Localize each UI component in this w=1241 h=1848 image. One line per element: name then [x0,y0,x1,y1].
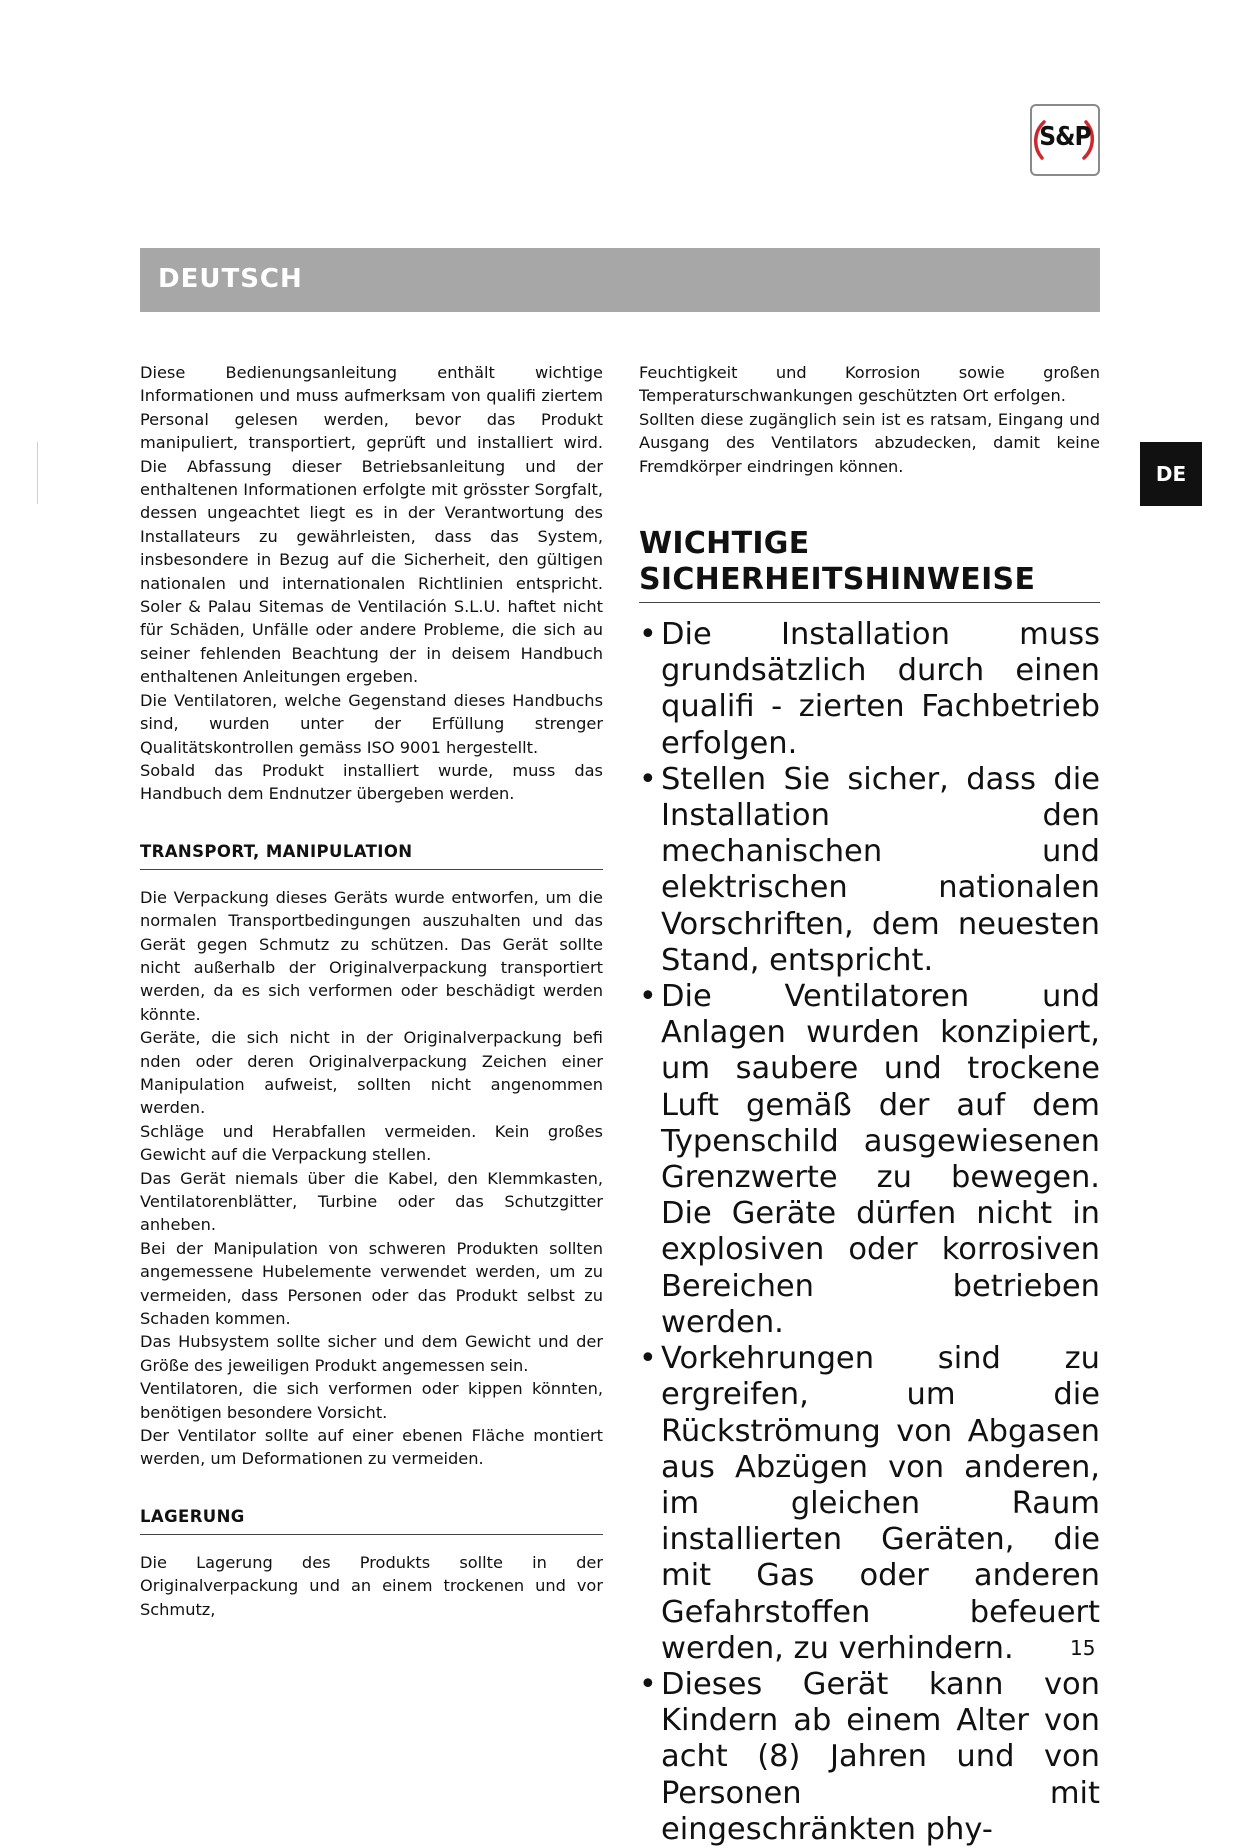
safety-item-text: Die Ventilatoren und Anlagen wurden konzipiert, um saubere und trockene Luft gemäß der auf dem Typenschild ausgewiesenen Grenzwerte zu bewegen. Die Geräte dürfen nicht in explosiven oder korrosiven Bereichen betrieben werden. [661,979,1100,1340]
language-banner-label: DEUTSCH [158,264,303,294]
margin-mark [37,442,38,504]
transport-paragraph: Bei der Manipulation von schweren Produkten sollten angemessene Hubelemente verwendet werden, um zu vermeiden, dass Personen oder das Produkt selbst zu Schaden kommen. [140,1238,603,1329]
safety-item-text: Vorkehrungen sind zu ergreifen, um die Rückströmung von Abgasen aus Abzügen von anderen, im gleichen Raum installierten Geräten, die mit Gas oder anderen Gefahrstoffen befeuert werden, zu verhindern. [661,1341,1100,1666]
storage-continued-paragraph: Sollten diese zugänglich sein ist es ratsam, Eingang und Ausgang des Ventilators abzudecken, damit keine Fremdkörper eindringen können. [639,409,1100,476]
page-number: 15 [1070,1636,1096,1660]
intro-paragraph: Die Ventilatoren, welche Gegenstand dieses Handbuchs sind, wurden unter der Erfüllung strenger Qualitätskontrollen gemäss ISO 9001 hergestellt. [140,690,603,757]
logo-text: S&P [1039,122,1091,152]
safety-item [639,762,1100,979]
storage-paragraph: Die Lagerung des Produkts sollte in der Originalverpackung und an einem trockenen und vor Schmutz, [140,1552,603,1619]
transport-paragraph: Schläge und Herabfallen vermeiden. Kein großes Gewicht auf die Verpackung stellen. [140,1121,603,1165]
transport-paragraph: Das Gerät niemals über die Kabel, den Klemmkasten, Ventilatorenblätter, Turbine oder das Schutzgitter anheben. [140,1168,603,1235]
safety-heading [639,526,1100,603]
left-column [140,361,603,1621]
safety-item [639,979,1100,1341]
bullet-icon: • [639,1666,657,1702]
transport-paragraph: Der Ventilator sollte auf einer ebenen Fläche montiert werden, um Deformationen zu vermeiden. [140,1426,603,1469]
safety-item-text: Dieses Gerät kann von Kindern ab einem Alter von acht (8) Jahren und von Personen mit eingeschränkten phy- [661,1666,1100,1847]
bullet-icon: • [639,1341,657,1377]
safety-heading-line: SICHERHEITSHINWEISE [639,562,1036,598]
right-column [639,361,1100,1848]
intro-paragraph: Sobald das Produkt installiert wurde, muss das Handbuch dem Endnutzer übergeben werden. [140,760,603,804]
safety-item-text: Stellen Sie sicher, dass die Installation den mechanischen und elektrischen nationalen Vorschriften, dem neuesten Stand, entspricht. [661,761,1100,978]
bullet-icon: • [639,761,657,797]
storage-continued-paragraph: Feuchtigkeit und Korrosion sowie großen Temperaturschwankungen geschützten Ort erfolgen. [639,363,1100,406]
language-banner [140,248,1100,312]
safety-heading-line: WICHTIGE [639,526,810,562]
bullet-icon: • [639,617,657,653]
brand-logo [1030,104,1100,176]
safety-list [639,617,1100,1848]
transport-paragraph: Das Hubsystem sollte sicher und dem Gewicht und der Größe des jeweiligen Produkt angemessen sein. [140,1332,603,1375]
safety-item [639,1667,1100,1848]
bullet-icon: • [639,979,657,1015]
transport-paragraph: Die Verpackung dieses Geräts wurde entworfen, um die normalen Transportbedingungen auszuhalten und das Gerät gegen Schmutz zu schützen. Das Gerät sollte nicht außerhalb der Originalverpackung transportiert werden, da es sich verformen oder beschädigt werden könnte. [140,887,603,1024]
spacer [140,870,603,886]
storage-heading: LAGERUNG [140,1507,603,1535]
safety-item [639,617,1100,762]
intro-paragraph: Diese Bedienungsanleitung enthält wichtige Informationen und muss aufmerksam von qualifi ziertem Personal gelesen werden, bevor das Produkt manipuliert, transportiert, geprüft und installiert wird. Die Abfassung dieser Betriebsanleitung und der enthaltenen Informationen erfolgte mit grösster Sorgfalt, dessen ungeachtet liegt es in der Verantwortung des Installateurs zu gewährleisten, dass das System, insbesondere in Bezug auf die Sicherheit, den gültigen nationalen und internationalen Richtlinien entspricht. Soler & Palau Sitemas de Ventilación S.L.U. haftet nicht für Schäden, Unfälle oder andere Probleme, die sich au seiner fehlenden Beachtung der in deisem Handbuch enthaltenen Anleitungen ergeben. [140,363,603,687]
spacer [140,1535,603,1551]
transport-paragraph: Geräte, die sich nicht in der Originalverpackung befi nden oder deren Originalverpackung Zeichen einer Manipulation aufweist, sollten nicht angenommen werden. [140,1028,603,1118]
safety-item-text: Die Installation muss grundsätzlich durch einen qualifi - zierten Fachbetrieb erfolgen. [661,617,1100,761]
transport-heading: TRANSPORT, MANIPULATION [140,842,603,870]
transport-paragraph: Ventilatoren, die sich verformen oder kippen könnten, benötigen besondere Vorsicht. [140,1379,603,1422]
language-side-tab: DE [1140,442,1202,506]
safety-item [639,1341,1100,1667]
